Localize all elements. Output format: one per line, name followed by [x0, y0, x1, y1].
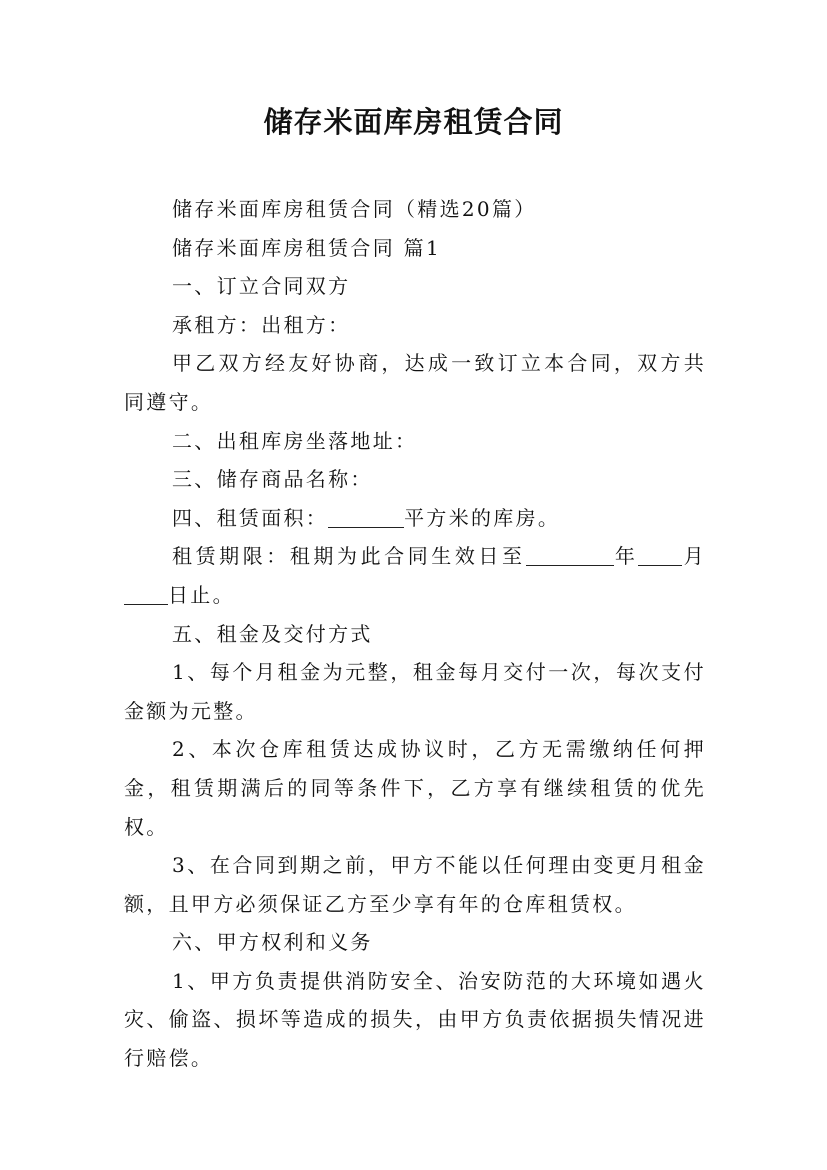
document-title: 储存米面库房租赁合同 — [263, 105, 564, 139]
term-year-blank — [526, 545, 614, 566]
paragraph-parties-heading: 一、订立合同双方 — [172, 274, 351, 299]
paragraph-rent-2: 2、本次仓库租赁达成协议时，乙方无需缴纳任何押金，租赁期满后的同等条件下，乙方享有继续租赁的优先权。 — [124, 737, 706, 839]
paragraph-section-heading: 储存米面库房租赁合同 篇1 — [172, 235, 441, 260]
term-month-blank — [638, 545, 682, 566]
area-suffix: 平方米的库房。 — [404, 505, 561, 530]
document-body — [124, 190, 706, 1078]
term-month: 月 — [682, 544, 706, 569]
paragraph-term — [124, 537, 706, 614]
term-label: 租赁期限：租期为此合同生效日至 — [172, 544, 526, 569]
area-label: 四、租赁面积： — [172, 505, 329, 530]
term-day-blank — [124, 584, 168, 605]
paragraph-goods: 三、储存商品名称： — [172, 467, 373, 492]
paragraph-rent-1: 1、每个月租金为元整，租金每月交付一次，每次支付金额为元整。 — [124, 660, 706, 723]
paragraph-address: 二、出租库房坐落地址： — [172, 428, 418, 453]
paragraph-subtitle: 储存米面库房租赁合同（精选20篇） — [172, 197, 537, 221]
paragraph-area — [124, 499, 706, 538]
area-blank — [328, 507, 404, 528]
paragraph-lessor-heading: 六、甲方权利和义务 — [172, 930, 373, 955]
paragraph-agreement: 甲乙双方经友好协商，达成一致订立本合同，双方共同遵守。 — [124, 351, 706, 414]
paragraph-parties: 承租方：出租方： — [172, 312, 351, 337]
term-year: 年 — [613, 544, 639, 569]
paragraph-lessor-1: 1、甲方负责提供消防安全、治安防范的大环境如遇火灾、偷盗、损坏等造成的损失，由甲方负责依据损失情况进行赔偿。 — [124, 968, 706, 1071]
paragraph-rent-heading: 五、租金及交付方式 — [172, 621, 373, 646]
term-end: 日止。 — [168, 582, 235, 607]
paragraph-rent-3: 3、在合同到期之前，甲方不能以任何理由变更月租金额，且甲方必须保证乙方至少享有年的仓库租赁权。 — [124, 853, 706, 916]
